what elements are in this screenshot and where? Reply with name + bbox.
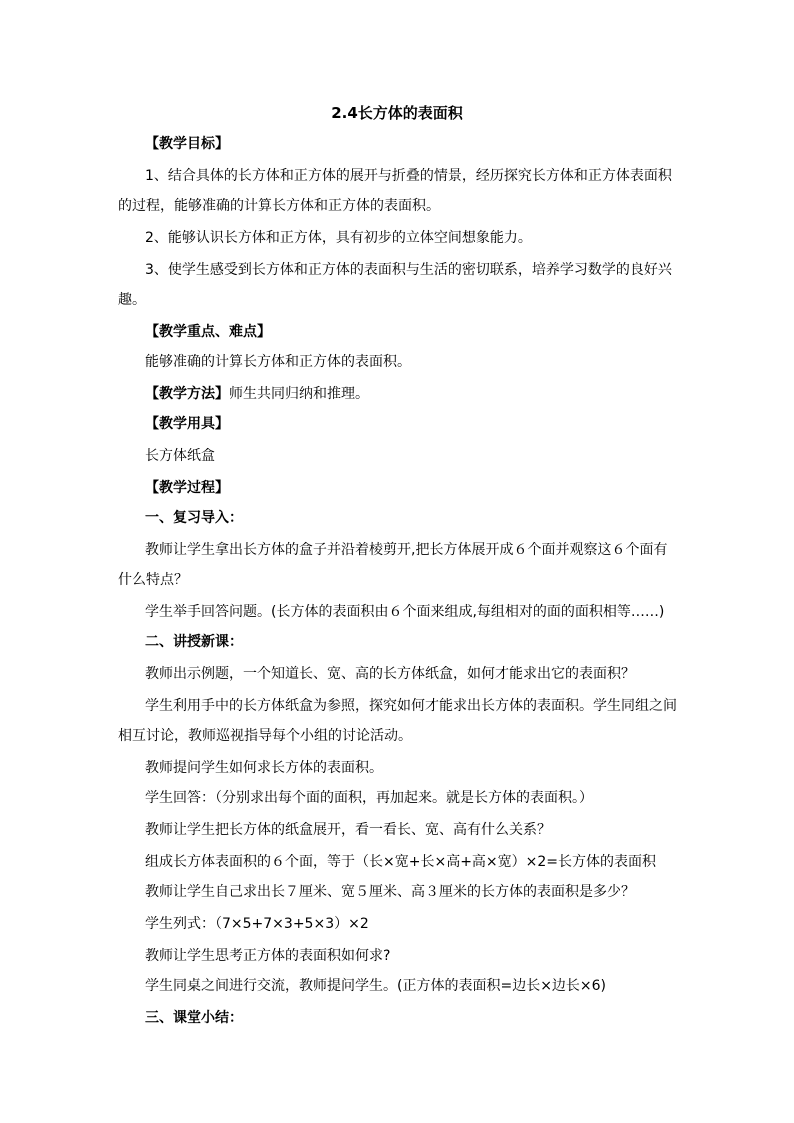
goal-1-line-1: 1、结合具体的长方体和正方体的展开与折叠的情景，经历探究长方体和正方体表面积 xyxy=(145,168,672,184)
teaching-tools-heading: 【教学用具】 xyxy=(145,416,229,432)
goal-1-line-2: 的过程，能够准确的计算长方体和正方体的表面积。 xyxy=(118,198,440,214)
goal-3-line-1: 3、使学生感受到长方体和正方体的表面积与生活的密切联系，培养学习数学的良好兴 xyxy=(145,262,672,278)
new-lesson-9: 教师让学生思考正方体的表面积如何求? xyxy=(145,948,391,964)
key-points-text: 能够准确的计算长方体和正方体的表面积。 xyxy=(145,354,411,370)
new-lesson-8: 学生列式：（7×5+7×3+5×3）×2 xyxy=(145,916,369,932)
teaching-method-text: 师生共同归纳和推理。 xyxy=(229,386,369,402)
teaching-method-heading: 【教学方法】 xyxy=(145,386,229,402)
goal-2: 2、能够认识长方体和正方体，具有初步的立体空间想象能力。 xyxy=(145,230,532,246)
teaching-goals-heading: 【教学目标】 xyxy=(145,136,229,152)
document-title: 2.4长方体的表面积 xyxy=(331,104,463,122)
teaching-process-heading: 【教学过程】 xyxy=(145,480,229,496)
new-lesson-7: 教师让学生自己求出长７厘米、宽５厘米、高３厘米的长方体的表面积是多少？ xyxy=(145,884,635,900)
new-lesson-10: 学生同桌之间进行交流，教师提问学生。(正方体的表面积=边长×边长×6) xyxy=(145,978,607,994)
key-points-heading: 【教学重点、难点】 xyxy=(145,324,271,340)
summary-heading: 三、课堂小结： xyxy=(145,1010,243,1026)
review-1-line-2: 什么特点？ xyxy=(118,572,188,588)
review-heading: 一、复习导入： xyxy=(145,510,243,526)
review-2: 学生举手回答问题。(长方体的表面积由６个面来组成,每组相对的面的面积相等……) xyxy=(145,604,665,620)
new-lesson-2-line-2: 相互讨论，教师巡视指导每个小组的讨论活动。 xyxy=(118,728,412,744)
new-lesson-heading: 二、讲授新课： xyxy=(145,634,243,650)
new-lesson-2-line-1: 学生利用手中的长方体纸盒为参照，探究如何才能求出长方体的表面积。学生同组之间 xyxy=(145,698,677,714)
review-1-line-1: 教师让学生拿出长方体的盒子并沿着棱剪开,把长方体展开成６个面并观察这６个面有 xyxy=(145,542,668,558)
new-lesson-5: 教师让学生把长方体的纸盒展开，看一看长、宽、高有什么关系？ xyxy=(145,822,551,838)
new-lesson-6: 组成长方体表面积的６个面，等于（长×宽+长×高+高×宽）×2=长方体的表面积 xyxy=(145,854,657,870)
new-lesson-3: 教师提问学生如何求长方体的表面积。 xyxy=(145,760,383,776)
goal-3-line-2: 趣。 xyxy=(118,292,146,308)
new-lesson-4: 学生回答：（分别求出每个面的面积，再加起来。就是长方体的表面积。） xyxy=(145,790,593,806)
new-lesson-1: 教师出示例题，一个知道长、宽、高的长方体纸盒，如何才能求出它的表面积？ xyxy=(145,666,635,682)
teaching-method xyxy=(145,384,369,404)
teaching-tools-text: 长方体纸盒 xyxy=(145,448,215,464)
